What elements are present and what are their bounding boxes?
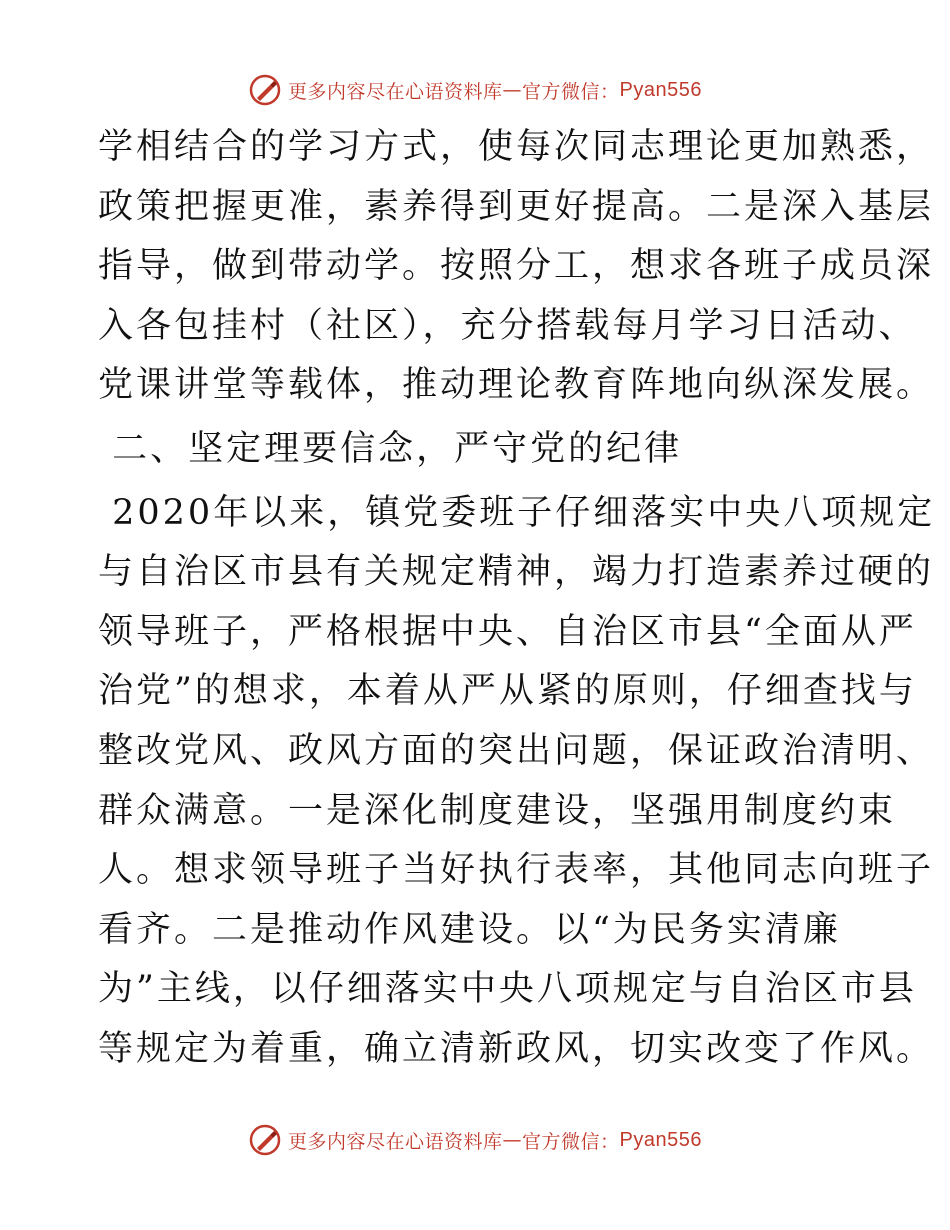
text-line: 为”主线，以仔细落实中央八项规定与自治区市县 — [98, 969, 917, 1010]
text-line: 与自治区市县有关规定精神，竭力打造素养过硬的 — [98, 552, 935, 593]
text-line: 政策把握更准，素养得到更好提高。二是深入基层 — [98, 186, 935, 227]
watermark-wechat-id: Pyan556 — [619, 1128, 702, 1151]
watermark-separator: — — [502, 79, 523, 101]
text-line: 2020年以来，镇党委班子仔细落实中央八项规定 — [98, 492, 936, 533]
text-line: 看齐。二是推动作风建设。以“为民务实清廉 — [98, 909, 841, 950]
watermark-wechat-label: 官方微信： — [522, 80, 620, 103]
pen-logo-icon — [248, 73, 282, 107]
watermark-footer — [0, 1120, 950, 1160]
document-body — [98, 118, 936, 1080]
pen-logo-icon — [248, 1123, 282, 1157]
watermark-separator: — — [502, 1129, 523, 1151]
text-line: 整改党风、政风方面的突出问题，保证政治清明、 — [98, 730, 935, 771]
text-line: 入各包挂村（社区），充分搭载每月学习日活动、 — [98, 305, 917, 346]
text-line: 领导班子，严格根据中央、自治区市县“全面从严 — [98, 611, 917, 652]
section-heading: 二、坚定理要信念，严守党的纪律 — [98, 428, 683, 469]
text-line: 治党”的想求，本着从严从紧的原则，仔细查找与 — [98, 671, 917, 712]
watermark-text: 更多内容尽在心语资料库 — [288, 80, 503, 103]
watermark-text: 更多内容尽在心语资料库 — [288, 1130, 503, 1153]
text-line: 群众满意。一是深化制度建设，坚强用制度约束 — [98, 790, 897, 831]
watermark-wechat-label: 官方微信： — [522, 1130, 620, 1153]
watermark-wechat-id: Pyan556 — [619, 78, 702, 101]
text-line: 指导，做到带动学。按照分工，想求各班子成员深 — [98, 246, 935, 287]
text-line: 党课讲堂等载体，推动理论教育阵地向纵深发展。 — [98, 365, 935, 406]
text-line: 学相结合的学习方式，使每次同志理论更加熟悉， — [98, 127, 935, 167]
text-line: 人。想求领导班子当好执行表率，其他同志向班子 — [98, 850, 935, 891]
text-line: 等规定为着重，确立清新政风，切实改变了作风。 — [98, 1028, 935, 1069]
watermark-header — [0, 70, 950, 110]
